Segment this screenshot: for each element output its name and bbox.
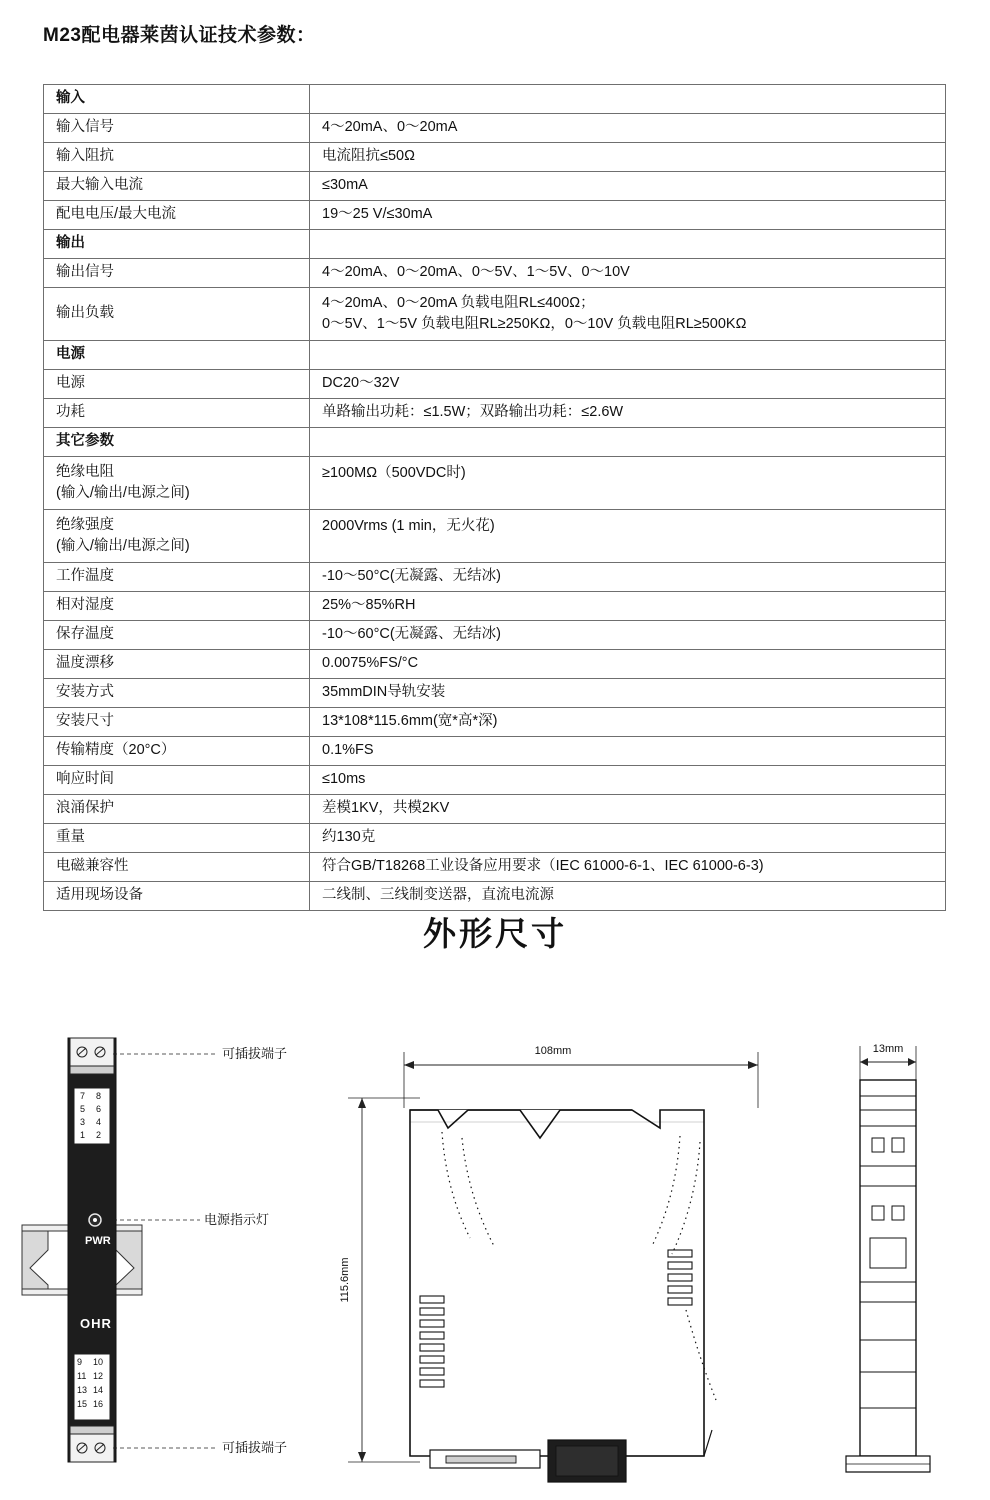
spec-key-line-1: 绝缘强度: [56, 517, 114, 534]
table-row: [44, 708, 946, 737]
spec-key-line-2: (输入/输出/电源之间): [56, 485, 190, 502]
width-dimension-label: 108mm: [534, 1045, 572, 1057]
spec-value: DC20～32V: [310, 370, 946, 399]
spec-key: 安装尺寸: [44, 708, 310, 737]
spec-value: -10～50°C(无凝露、无结冰): [310, 563, 946, 592]
spec-value: 二线制、三线制变送器，直流电流源: [310, 882, 946, 911]
spec-value: -10～60°C(无凝露、无结冰): [310, 621, 946, 650]
spec-key: 电源: [44, 341, 310, 370]
table-row: [44, 824, 946, 853]
table-row: [44, 143, 946, 172]
table-row: [44, 592, 946, 621]
spec-key: 传输精度（20°C）: [44, 737, 310, 766]
spec-value: 25%～85%RH: [310, 592, 946, 621]
terminal-number: 13: [77, 1385, 88, 1395]
table-row: [44, 882, 946, 911]
spec-value: ≤10ms: [310, 766, 946, 795]
spec-value: 0.0075%FS/°C: [310, 650, 946, 679]
callout-power-led: 电源指示灯: [204, 1212, 270, 1227]
table-row: [44, 399, 946, 428]
spec-key: [44, 510, 310, 563]
table-row: [44, 510, 946, 563]
table-row: [44, 737, 946, 766]
spec-value: 符合GB/T18268工业设备应用要求（IEC 61000-6-1、IEC 61000-6-3): [310, 853, 946, 882]
callout-terminal-top: 可插拔端子: [222, 1046, 288, 1061]
spec-value-line-1: 4～20mA、0～20mA 负载电阻RL≤400Ω；: [322, 295, 595, 312]
spec-key: 其它参数: [44, 428, 310, 457]
spec-key: 工作温度: [44, 563, 310, 592]
spec-value: [310, 288, 946, 341]
spec-value: 4～20mA、0～20mA、0～5V、1～5V、0～10V: [310, 259, 946, 288]
terminal-number: 10: [93, 1357, 104, 1367]
table-row: [44, 795, 946, 824]
terminal-number: 1: [80, 1130, 86, 1140]
table-row: [44, 114, 946, 143]
terminal-number: 16: [93, 1399, 104, 1409]
spec-key: 响应时间: [44, 766, 310, 795]
spec-value: 电流阻抗≤50Ω: [310, 143, 946, 172]
spec-key: 电磁兼容性: [44, 853, 310, 882]
page-title: M23配电器莱茵认证技术参数：: [43, 25, 316, 46]
spec-value: 差模1KV，共模2KV: [310, 795, 946, 824]
spec-key: 输出负载: [44, 288, 310, 341]
terminal-number: 8: [96, 1091, 102, 1101]
terminal-number: 12: [93, 1371, 104, 1381]
spec-value: 约130克: [310, 824, 946, 853]
table-row: [44, 201, 946, 230]
terminal-number: 5: [80, 1104, 86, 1114]
spec-value: 单路输出功耗：≤1.5W；双路输出功耗：≤2.6W: [310, 399, 946, 428]
table-row: [44, 259, 946, 288]
terminal-number: 4: [96, 1117, 102, 1127]
table-row: [44, 650, 946, 679]
spec-value: 19～25 V/≤30mA: [310, 201, 946, 230]
power-led-text: PWR: [85, 1235, 111, 1247]
spec-key: 安装方式: [44, 679, 310, 708]
spec-value: 13*108*115.6mm(宽*高*深): [310, 708, 946, 737]
specifications-table: [43, 84, 946, 911]
spec-key: 输入阻抗: [44, 143, 310, 172]
spec-key-line-2: (输入/输出/电源之间): [56, 538, 190, 555]
table-row: [44, 621, 946, 650]
spec-key: 输入: [44, 85, 310, 114]
spec-value: [310, 428, 946, 457]
height-dimension: [339, 1098, 420, 1462]
spec-value: 2000Vrms (1 min，无火花): [310, 510, 946, 563]
spec-key-line-1: 绝缘电阻: [56, 464, 114, 481]
width-dimension: [404, 1045, 758, 1108]
height-dimension-label: 115.6mm: [339, 1257, 351, 1303]
spec-key: 温度漂移: [44, 650, 310, 679]
spec-key: 配电电压/最大电流: [44, 201, 310, 230]
table-row: [44, 679, 946, 708]
brand-label: OHR: [80, 1316, 112, 1331]
spec-key: 功耗: [44, 399, 310, 428]
terminal-number: 11: [77, 1371, 87, 1381]
terminal-number: 2: [96, 1130, 102, 1140]
spec-key: 输入信号: [44, 114, 310, 143]
spec-value-line-2: 0～5V、1～5V 负载电阻RL≥250KΩ，0～10V 负载电阻RL≥500KΩ: [322, 316, 747, 333]
table-row: [44, 457, 946, 510]
table-row: [44, 766, 946, 795]
table-row: [44, 370, 946, 399]
spec-key: 保存温度: [44, 621, 310, 650]
top-view-drawing: [846, 1043, 930, 1472]
terminal-number: 6: [96, 1104, 102, 1114]
terminal-number: 3: [80, 1117, 86, 1127]
spec-key: [44, 457, 310, 510]
side-view-drawing: [339, 1045, 758, 1482]
front-view-drawing: [22, 1038, 287, 1462]
spec-value: 4～20mA、0～20mA: [310, 114, 946, 143]
table-row: [44, 230, 946, 259]
table-row: [44, 288, 946, 341]
spec-key: 输出: [44, 230, 310, 259]
table-row: [44, 341, 946, 370]
terminal-number: 7: [80, 1091, 86, 1101]
terminal-number: 9: [77, 1357, 83, 1367]
callout-terminal-bottom: 可插拔端子: [222, 1440, 288, 1455]
spec-key: 浪涌保护: [44, 795, 310, 824]
table-row: [44, 85, 946, 114]
top-width-dimension-label: 13mm: [872, 1043, 904, 1055]
spec-key: 最大输入电流: [44, 172, 310, 201]
spec-value: [310, 341, 946, 370]
spec-value: [310, 230, 946, 259]
spec-key: 适用现场设备: [44, 882, 310, 911]
dimension-drawings: [0, 1010, 990, 1490]
table-row: [44, 428, 946, 457]
table-row: [44, 563, 946, 592]
table-row: [44, 172, 946, 201]
terminal-number: 15: [77, 1399, 88, 1409]
spec-value: [310, 85, 946, 114]
spec-key: 相对湿度: [44, 592, 310, 621]
spec-table-body: [44, 85, 946, 911]
spec-key: 重量: [44, 824, 310, 853]
spec-value: ≤30mA: [310, 172, 946, 201]
dimensions-heading: 外形尺寸: [423, 915, 567, 952]
spec-key: 电源: [44, 370, 310, 399]
spec-value: 0.1%FS: [310, 737, 946, 766]
table-row: [44, 853, 946, 882]
spec-table-container: [43, 84, 946, 911]
spec-key: 输出信号: [44, 259, 310, 288]
spec-value: 35mmDIN导轨安装: [310, 679, 946, 708]
spec-value: ≥100MΩ（500VDC时): [310, 457, 946, 510]
terminal-number: 14: [93, 1385, 104, 1395]
